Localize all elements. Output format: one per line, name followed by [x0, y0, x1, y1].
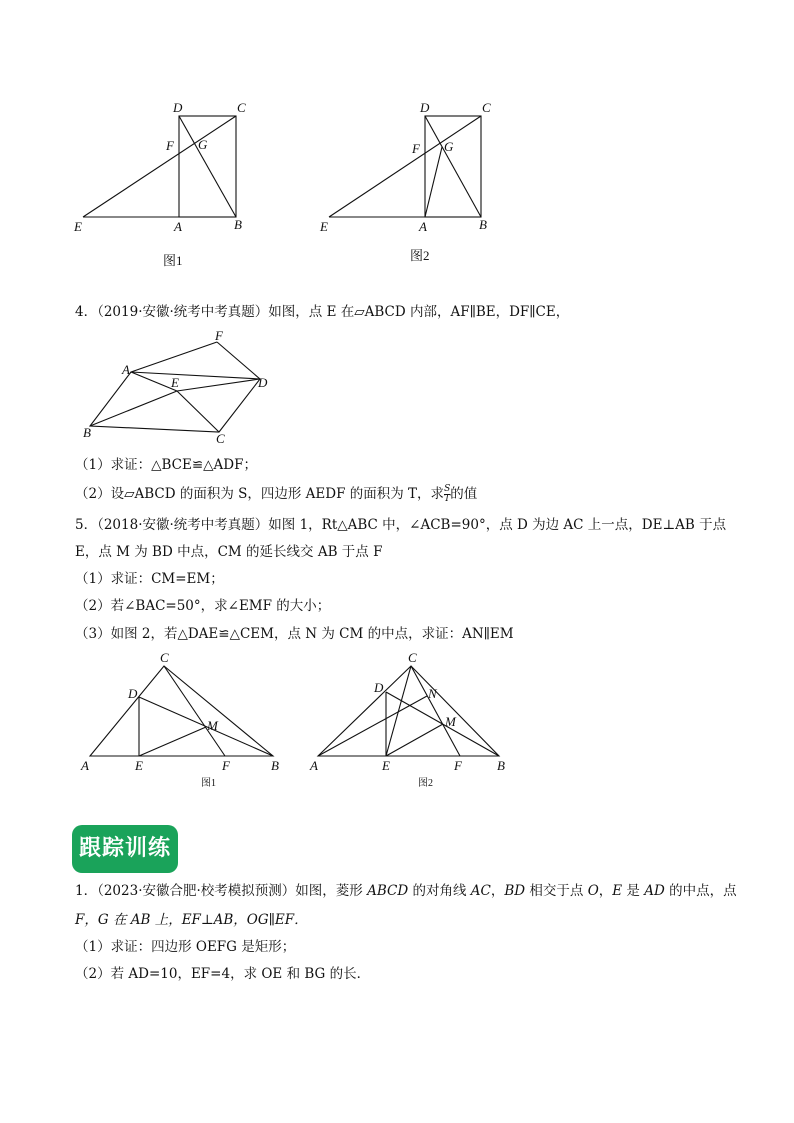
figure-caption: 图1 [163, 253, 183, 268]
triangle-abc [90, 666, 273, 756]
t1-math: BD [504, 883, 526, 899]
label-E: E [382, 758, 390, 773]
q5-stem-line1: 5．（2018·安徽·统考中考真题）如图 1，Rt△ABC 中，∠ACB=90°，点 D 为边 AC 上一点，DE⊥AB 于点 [75, 517, 727, 533]
label-M: M [207, 718, 218, 733]
figure-q5-fig1 [78, 650, 288, 790]
line-db [179, 116, 236, 217]
figure-caption: 图2 [410, 248, 430, 263]
t1-part2: （2）若 AD=10，EF=4，求 OE 和 BG 的长． [75, 966, 371, 982]
t1-math: O [587, 883, 599, 899]
q5-part1: （1）求证：CM=EM； [75, 571, 224, 587]
label-C: C [482, 100, 491, 115]
line-ec [177, 391, 219, 432]
label-E: E [74, 219, 82, 234]
label-B: B [497, 758, 505, 773]
label-M: M [445, 714, 456, 729]
label-C: C [408, 650, 417, 665]
label-F: F [166, 138, 174, 153]
t1-text: 的对角线 [408, 883, 471, 899]
q5-part2: （2）若∠BAC=50°，求∠EMF 的大小； [75, 598, 331, 614]
label-E: E [135, 758, 143, 773]
q4-part2-text: （2）设▱ABCD 的面积为 S，四边形 AEDF 的面积为 T，求 [75, 486, 445, 502]
label-C: C [237, 100, 246, 115]
label-N: N [428, 686, 437, 701]
figure-q3-fig2 [315, 95, 505, 275]
t1-text: 1．（2023·安徽合肥·校考模拟预测）如图，菱形 [75, 883, 368, 899]
label-D: D [258, 375, 268, 390]
t1-math: AC [470, 883, 491, 899]
line-ag [425, 147, 442, 217]
label-A: A [81, 758, 89, 773]
section-badge: 跟踪训练 [72, 825, 178, 873]
t1-stem-line2: F，G 在 AB 上，EF⊥AB，OG∥EF． [75, 912, 308, 928]
t1-text: ， [490, 883, 505, 899]
label-B: B [234, 217, 242, 232]
t1-text: 是 [622, 883, 645, 899]
label-F: F [412, 141, 420, 156]
q4-part2-tail: 的值 [450, 486, 478, 502]
t1-text: 的中点，点 [664, 883, 737, 899]
line-fd [217, 342, 260, 379]
q5-part3: （3）如图 2，若△DAE≌△CEM，点 N 为 CM 的中点，求证：AN∥EM [75, 626, 514, 642]
label-B: B [271, 758, 279, 773]
q4-part1: （1）求证：△BCE≌△ADF； [75, 457, 257, 473]
label-C: C [216, 431, 225, 446]
q5-stem-line2: E，点 M 为 BD 中点，CM 的延长线交 AB 于点 F [75, 544, 383, 560]
line-ec [386, 666, 411, 756]
t1-math: AD [644, 883, 665, 899]
fraction-numerator: S [444, 484, 451, 494]
label-B: B [83, 425, 91, 440]
label-D: D [173, 100, 183, 115]
line-ed [177, 379, 260, 391]
label-A: A [310, 758, 318, 773]
label-A: A [174, 219, 182, 234]
label-G: G [444, 139, 454, 154]
label-D: D [374, 680, 384, 695]
t1-part1: （1）求证：四边形 OEFG 是矩形； [75, 939, 296, 955]
label-A: A [419, 219, 427, 234]
line-cf [164, 666, 225, 756]
t1-math: E [612, 883, 623, 899]
line-em [139, 727, 206, 756]
line-an [318, 696, 427, 756]
label-D: D [128, 686, 138, 701]
label-E: E [320, 219, 328, 234]
triangle-abc [318, 666, 499, 756]
q4-stem: 4．（2019·安徽·统考中考真题）如图，点 E 在▱ABCD 内部，AF∥BE，DF∥CE， [75, 304, 570, 320]
figure-q5-fig2 [306, 650, 516, 790]
line-em [386, 724, 443, 756]
figure-caption: 图2 [418, 778, 433, 789]
t1-text: 相交于点 [525, 883, 588, 899]
label-E: E [171, 375, 179, 390]
label-A: A [122, 362, 130, 377]
label-B: B [479, 217, 487, 232]
line-db [425, 116, 481, 217]
line-ec [83, 116, 236, 217]
label-F: F [222, 758, 230, 773]
label-F: F [454, 758, 462, 773]
fraction-denominator: T [444, 494, 451, 504]
figure-caption: 图1 [201, 778, 216, 789]
q4-part2 [75, 484, 477, 504]
figure-q3-fig1 [70, 95, 260, 275]
label-F: F [215, 328, 223, 343]
figure-q4 [78, 330, 278, 450]
t1-text: ， [598, 883, 613, 899]
label-G: G [198, 137, 208, 152]
line-cf [411, 666, 460, 756]
label-D: D [420, 100, 430, 115]
line-ec [329, 116, 481, 217]
t1-math: ABCD [367, 883, 409, 899]
line-af [131, 342, 217, 372]
t1-stem-line1 [75, 881, 737, 901]
label-C: C [160, 650, 169, 665]
